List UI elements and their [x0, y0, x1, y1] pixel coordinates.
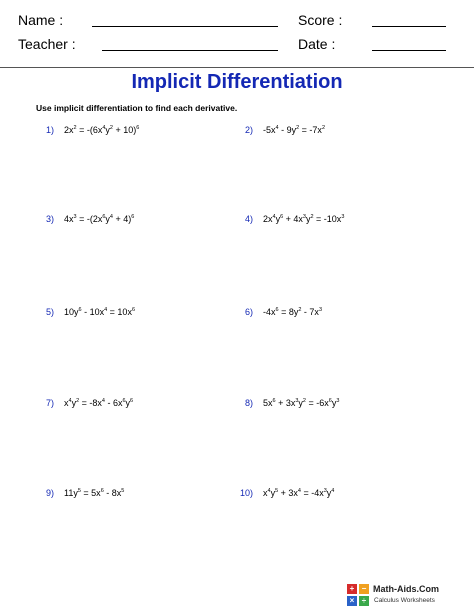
problem-equation: $5x^6 + 3x^3y^2 = -6x^6y^3$ — [263, 398, 340, 408]
problem-2 — [245, 125, 325, 135]
problem-8 — [245, 398, 339, 408]
problem-9 — [46, 488, 124, 498]
times-icon: × — [347, 596, 357, 606]
page-title: Implicit Differentiation — [131, 71, 343, 93]
problem-number: 5) — [46, 307, 55, 317]
problem-equation: $4x^3 = -(2x^6y^4 + 4)^6$ — [64, 214, 135, 224]
divide-icon: ÷ — [359, 596, 369, 606]
teacher-label: Teacher : — [18, 36, 76, 52]
brand-subtitle: Calculus Worksheets — [374, 597, 435, 604]
score-label: Score : — [298, 12, 343, 28]
problem-number: 6) — [245, 307, 254, 317]
date-label: Date : — [298, 36, 336, 52]
problem-10 — [240, 488, 334, 498]
problem-number: 1) — [46, 125, 55, 135]
problem-4 — [245, 214, 344, 224]
problem-number: 7) — [46, 398, 55, 408]
problem-number: 9) — [46, 488, 55, 498]
plus-icon: + — [347, 584, 357, 594]
brand-name: Math-Aids.Com — [373, 584, 439, 594]
problem-equation: $11y^5 = 5x^6 - 8x^5$ — [64, 488, 125, 498]
score-field[interactable] — [372, 26, 446, 27]
problem-3 — [46, 214, 134, 224]
date-field[interactable] — [372, 50, 446, 51]
problem-equation: $2x^2 = -(6x^4y^2 + 10)^6$ — [64, 125, 140, 135]
problem-7 — [46, 398, 133, 408]
teacher-field[interactable] — [102, 50, 278, 51]
problem-5 — [46, 307, 135, 317]
math-aids-logo — [347, 584, 369, 606]
problem-6 — [245, 307, 322, 317]
problem-equation: $2x^4y^6 + 4x^3y^2 = -10x^3$ — [263, 214, 345, 224]
problem-number: 3) — [46, 214, 55, 224]
problem-equation: $10y^6 - 10x^4 = 10x^6$ — [64, 307, 136, 317]
problem-number: 8) — [245, 398, 254, 408]
problem-equation: $-5x^4 - 9y^2 = -7x^2$ — [263, 125, 325, 135]
problem-equation: $-4x^6 = 8y^2 - 7x^3$ — [263, 307, 322, 317]
problem-equation: $x^4y^5 + 3x^4 = -4x^3y^4$ — [263, 488, 335, 498]
instructions: Use implicit differentiation to find each derivative. — [36, 103, 238, 113]
problem-number: 10) — [240, 488, 254, 498]
problem-equation: $x^4y^2 = -8x^4 - 6x^6y^6$ — [64, 398, 134, 408]
minus-icon: − — [359, 584, 369, 594]
name-field[interactable] — [92, 26, 278, 27]
problem-1 — [46, 125, 139, 135]
header-divider — [0, 67, 474, 68]
name-label: Name : — [18, 12, 64, 28]
problem-number: 4) — [245, 214, 254, 224]
problem-number: 2) — [245, 125, 254, 135]
